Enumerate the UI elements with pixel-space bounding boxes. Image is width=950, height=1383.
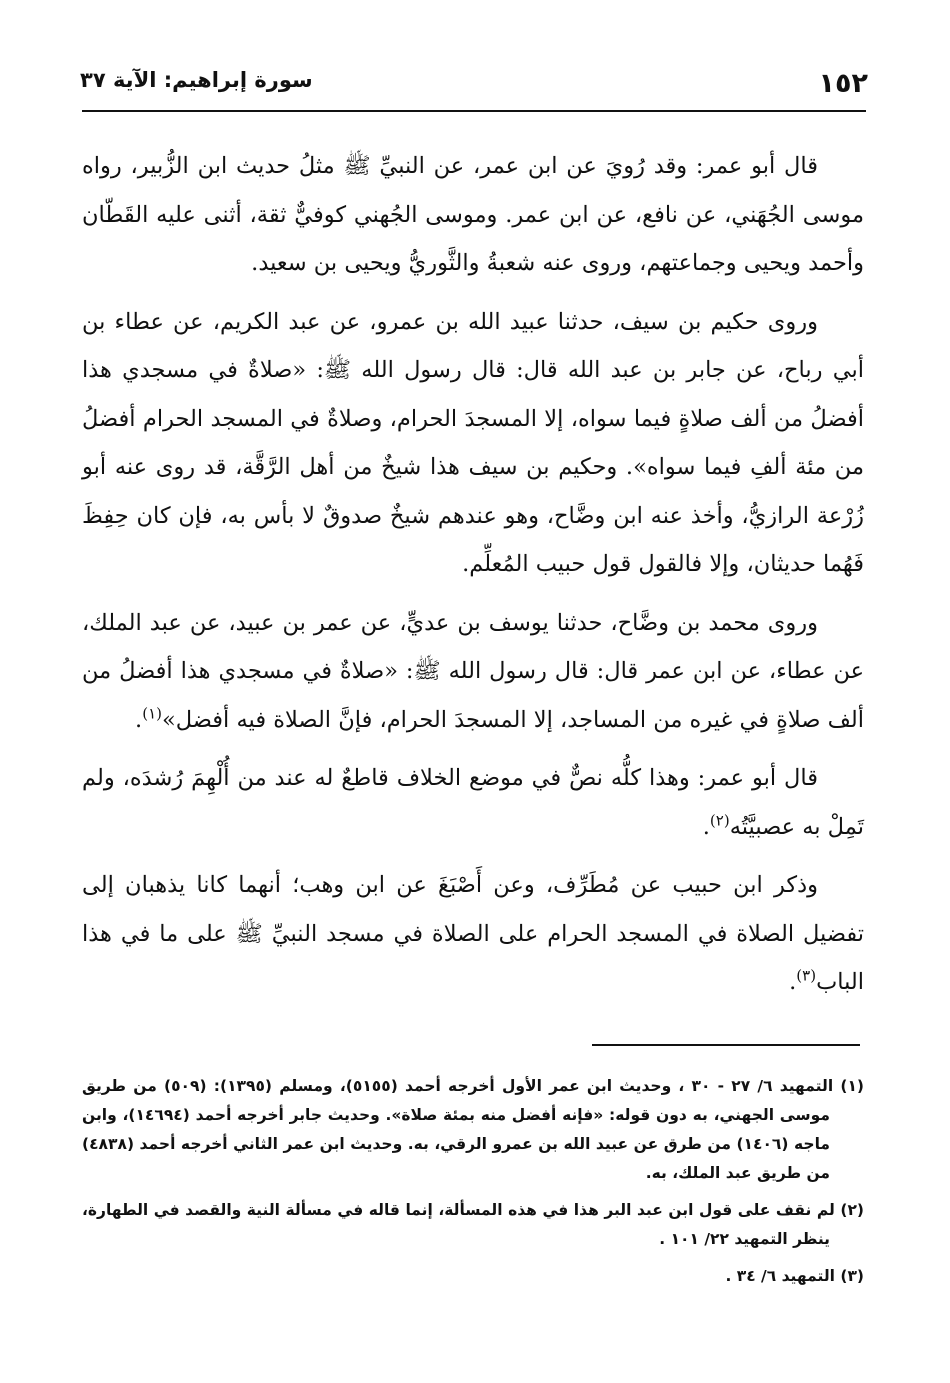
paragraph-text: وروى حكيم بن سيف، حدثنا عبيد الله بن عمرو، عن عبد الكريم، عن عطاء بن أبي رباح، عن جابر بن عبد الله قال: قال رسول الله ﷺ: «صلاةٌ في مسجدي هذا أفضلُ من ألف صلاةٍ فيما سواه، إلا المسجدَ الحرام، وصلاةٌ في المسجد الحرام أفضلُ من مئة ألفِ فيما سواه». وحكيم بن سيف هذا شيخٌ من أهل الرَّقَّة، قد روى عنه أبو زُرْعة الرازيُّ، وأخذ عنه ابن وضَّاح، وهو عندهم شيخٌ صدوقٌ لا بأس به، فإن كان حِفِظَ فَهُما حديثان، وإلا فالقول قول حبيب المُعلِّم. — [82, 308, 864, 577]
footnote-divider — [592, 1044, 860, 1046]
page-header — [78, 62, 868, 106]
running-title: سورة إبراهيم: الآية ٣٧ — [80, 68, 313, 92]
paragraph-text: قال أبو عمر: وقد رُويَ عن ابن عمر، عن النبيِّ ﷺ مثلُ حديث ابن الزُّبير، رواه موسى الجُهَني، عن نافع، عن ابن عمر. وموسى الجُهني كوفيٌّ ثقة، أثنى عليه القَطّان وأحمد ويحيى وجماعتهم، وروى عنه شعبةُ والثَّوريُّ ويحيى بن سعيد. — [82, 153, 864, 276]
paragraph: قال أبو عمر: وهذا كلُّه نصٌّ في موضع الخلاف قاطعٌ له عند من أُلْهِمَ رُشدَه، ولم تَمِلْ به عصبيَّتُه$^{(٢)}$. — [82, 765, 864, 840]
page-number: ١٥٢ — [818, 68, 868, 99]
paragraph — [82, 142, 864, 288]
footnotes — [82, 1072, 864, 1299]
footnote-marker[interactable]: (٢) — [709, 811, 730, 829]
paragraph: وذكر ابن حبيب عن مُطَرِّف، وعن أَصْبَغَ عن ابن وهب؛ أنهما كانا يذهبان إلى تفضيل الصلاة في المسجد الحرام على الصلاة في مسجد النبيِّ ﷺ على ما في هذا الباب$^{(٣)}$. — [82, 872, 864, 995]
footnote-item: (١) التمهيد ٦/ ٢٧ - ٣٠ ، وحديث ابن عمر الأول أخرجه أحمد (٥١٥٥)، ومسلم (١٣٩٥): (٥٠٩) من طريق موسى الجهني، به دون قوله: «فإنه أفضل منه بمئة صلاة». وحديث جابر أخرجه أحمد (١٤٦٩٤)، وابن ماجه (١٤٠٦) من طرق عن عبيد الله بن عمرو الرقي، به. وحديث ابن عمر الثاني أخرجه أحمد (٤٨٣٨) من طريق عبد الملك، به. — [82, 1077, 864, 1182]
paragraph — [82, 298, 864, 589]
footnote-marker[interactable]: (٣) — [796, 966, 817, 985]
paragraph-text: قال أبو عمر: وهذا كلُّه نصٌّ في موضع الخلاف قاطعٌ له عند من أُلْهِمَ رُشدَه، ولم تَمِلْ به عصبيَّتُه — [82, 765, 864, 840]
footnote-item: (٣) التمهيد ٦/ ٣٤ . — [725, 1267, 864, 1285]
footnote-marker[interactable]: (١) — [142, 704, 162, 722]
paragraph-text: وروى محمد بن وضَّاح، حدثنا يوسف بن عديٍّ، عن عمر بن عبيد، عن عبد الملك، عن عطاء، عن ابن عمر قال: قال رسول الله ﷺ: «صلاةٌ في مسجدي هذا أفضلُ من ألف صلاةٍ في غيره من المساجد، إلا المسجدَ الحرام، فإنَّ الصلاة فيه أفضل» — [82, 609, 864, 733]
paragraph: وروى محمد بن وضَّاح، حدثنا يوسف بن عديٍّ، عن عمر بن عبيد، عن عبد الملك، عن عطاء، عن ابن عمر قال: قال رسول الله ﷺ: «صلاةٌ في مسجدي هذا أفضلُ من ألف صلاةٍ في غيره من المساجد، إلا المسجدَ الحرام، فإنَّ الصلاة فيه أفضل»$^{(١)}$. — [82, 609, 864, 733]
header-divider — [82, 110, 866, 112]
paragraph-text: وذكر ابن حبيب عن مُطَرِّف، وعن أَصْبَغَ عن ابن وهب؛ أنهما كانا يذهبان إلى تفضيل الصلاة في المسجد الحرام على الصلاة في مسجد النبيِّ ﷺ على ما في هذا الباب — [82, 872, 864, 995]
footnote-item: (٢) لم نقف على قول ابن عبد البر هذا في هذه المسألة، إنما قاله في مسألة النية والقصد في الطهارة، ينظر التمهيد ٢٢/ ١٠١ . — [82, 1201, 864, 1248]
main-text — [82, 142, 864, 1017]
